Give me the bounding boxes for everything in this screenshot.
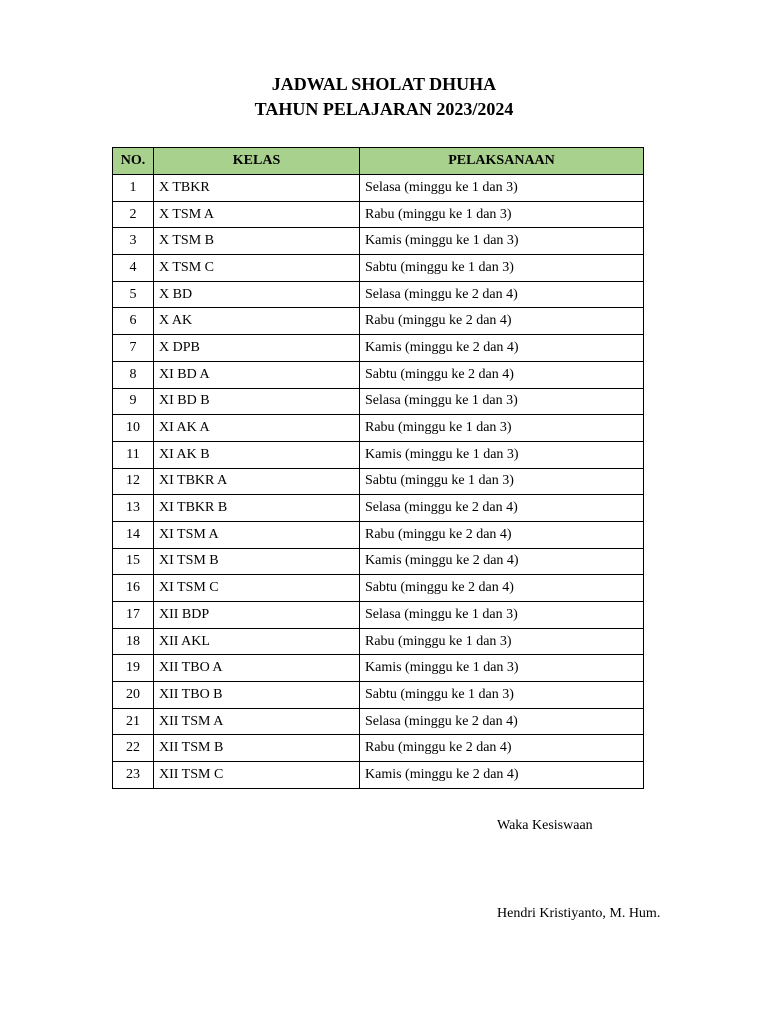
- table-row: [113, 708, 644, 735]
- row-number: 11: [113, 441, 154, 468]
- table-row: [113, 175, 644, 202]
- row-number: 21: [113, 708, 154, 735]
- row-pelaksanaan: Selasa (minggu ke 1 dan 3): [360, 175, 644, 202]
- row-number: 22: [113, 735, 154, 762]
- row-pelaksanaan: Kamis (minggu ke 1 dan 3): [360, 228, 644, 255]
- row-kelas: XI BD A: [154, 361, 360, 388]
- row-kelas: X TSM A: [154, 201, 360, 228]
- table-row: [113, 735, 644, 762]
- row-pelaksanaan: Rabu (minggu ke 2 dan 4): [360, 735, 644, 762]
- row-kelas: XI TBKR A: [154, 468, 360, 495]
- row-kelas: X BD: [154, 281, 360, 308]
- table-row: [113, 682, 644, 709]
- table-row: [113, 521, 644, 548]
- title-line-1: JADWAL SHOLAT DHUHA: [271, 74, 497, 94]
- row-number: 18: [113, 628, 154, 655]
- row-kelas: X TSM B: [154, 228, 360, 255]
- row-kelas: XII TSM C: [154, 762, 360, 789]
- table-row: [113, 335, 644, 362]
- row-kelas: X AK: [154, 308, 360, 335]
- row-number: 13: [113, 495, 154, 522]
- table-body: [113, 175, 644, 789]
- row-pelaksanaan: Rabu (minggu ke 2 dan 4): [360, 308, 644, 335]
- row-number: 8: [113, 361, 154, 388]
- row-kelas: XII TSM A: [154, 708, 360, 735]
- row-pelaksanaan: Sabtu (minggu ke 1 dan 3): [360, 255, 644, 282]
- row-kelas: XII TBO A: [154, 655, 360, 682]
- row-number: 23: [113, 762, 154, 789]
- table-row: [113, 415, 644, 442]
- row-pelaksanaan: Rabu (minggu ke 1 dan 3): [360, 415, 644, 442]
- header-pelaksanaan: PELAKSANAAN: [360, 148, 644, 175]
- table-row: [113, 388, 644, 415]
- row-kelas: X DPB: [154, 335, 360, 362]
- table-row: [113, 255, 644, 282]
- row-pelaksanaan: Rabu (minggu ke 1 dan 3): [360, 201, 644, 228]
- row-pelaksanaan: Selasa (minggu ke 1 dan 3): [360, 602, 644, 629]
- title-line-2: TAHUN PELAJARAN 2023/2024: [254, 99, 514, 119]
- row-pelaksanaan: Sabtu (minggu ke 2 dan 4): [360, 575, 644, 602]
- row-kelas: XI AK A: [154, 415, 360, 442]
- row-pelaksanaan: Kamis (minggu ke 1 dan 3): [360, 655, 644, 682]
- table-row: [113, 602, 644, 629]
- table-row: [113, 308, 644, 335]
- header-kelas: KELAS: [154, 148, 360, 175]
- row-number: 14: [113, 521, 154, 548]
- row-pelaksanaan: Selasa (minggu ke 1 dan 3): [360, 388, 644, 415]
- row-pelaksanaan: Selasa (minggu ke 2 dan 4): [360, 495, 644, 522]
- table-row: [113, 762, 644, 789]
- row-kelas: XI TBKR B: [154, 495, 360, 522]
- row-kelas: XII AKL: [154, 628, 360, 655]
- row-pelaksanaan: Sabtu (minggu ke 1 dan 3): [360, 682, 644, 709]
- row-pelaksanaan: Kamis (minggu ke 2 dan 4): [360, 762, 644, 789]
- row-kelas: XI AK B: [154, 441, 360, 468]
- table-row: [113, 441, 644, 468]
- row-pelaksanaan: Rabu (minggu ke 2 dan 4): [360, 521, 644, 548]
- header-no: NO.: [113, 148, 154, 175]
- row-number: 9: [113, 388, 154, 415]
- row-pelaksanaan: Selasa (minggu ke 2 dan 4): [360, 281, 644, 308]
- table-row: [113, 468, 644, 495]
- table-row: [113, 548, 644, 575]
- table-row: [113, 201, 644, 228]
- row-kelas: XII TSM B: [154, 735, 360, 762]
- table-row: [113, 281, 644, 308]
- table-row: [113, 575, 644, 602]
- table-row: [113, 655, 644, 682]
- row-kelas: X TBKR: [154, 175, 360, 202]
- signature-name: Hendri Kristiyanto, M. Hum.: [497, 906, 661, 921]
- row-number: 15: [113, 548, 154, 575]
- row-pelaksanaan: Kamis (minggu ke 1 dan 3): [360, 441, 644, 468]
- table-row: [113, 361, 644, 388]
- table-row: [113, 495, 644, 522]
- row-kelas: XI TSM A: [154, 521, 360, 548]
- row-pelaksanaan: Sabtu (minggu ke 1 dan 3): [360, 468, 644, 495]
- row-kelas: XII BDP: [154, 602, 360, 629]
- row-number: 2: [113, 201, 154, 228]
- row-number: 6: [113, 308, 154, 335]
- row-kelas: XI TSM B: [154, 548, 360, 575]
- row-number: 10: [113, 415, 154, 442]
- row-number: 4: [113, 255, 154, 282]
- table-header-row: [113, 148, 644, 175]
- table-row: [113, 628, 644, 655]
- row-pelaksanaan: Kamis (minggu ke 2 dan 4): [360, 548, 644, 575]
- row-number: 19: [113, 655, 154, 682]
- row-kelas: XI TSM C: [154, 575, 360, 602]
- table-row: [113, 228, 644, 255]
- row-number: 7: [113, 335, 154, 362]
- row-number: 16: [113, 575, 154, 602]
- row-pelaksanaan: Rabu (minggu ke 1 dan 3): [360, 628, 644, 655]
- row-kelas: XI BD B: [154, 388, 360, 415]
- row-number: 5: [113, 281, 154, 308]
- document-title: [0, 72, 768, 122]
- row-kelas: X TSM C: [154, 255, 360, 282]
- row-pelaksanaan: Selasa (minggu ke 2 dan 4): [360, 708, 644, 735]
- row-number: 12: [113, 468, 154, 495]
- row-number: 3: [113, 228, 154, 255]
- row-pelaksanaan: Kamis (minggu ke 2 dan 4): [360, 335, 644, 362]
- row-number: 20: [113, 682, 154, 709]
- schedule-table: [112, 147, 644, 789]
- row-kelas: XII TBO B: [154, 682, 360, 709]
- row-number: 17: [113, 602, 154, 629]
- row-number: 1: [113, 175, 154, 202]
- row-pelaksanaan: Sabtu (minggu ke 2 dan 4): [360, 361, 644, 388]
- signature-position: Waka Kesiswaan: [497, 818, 593, 833]
